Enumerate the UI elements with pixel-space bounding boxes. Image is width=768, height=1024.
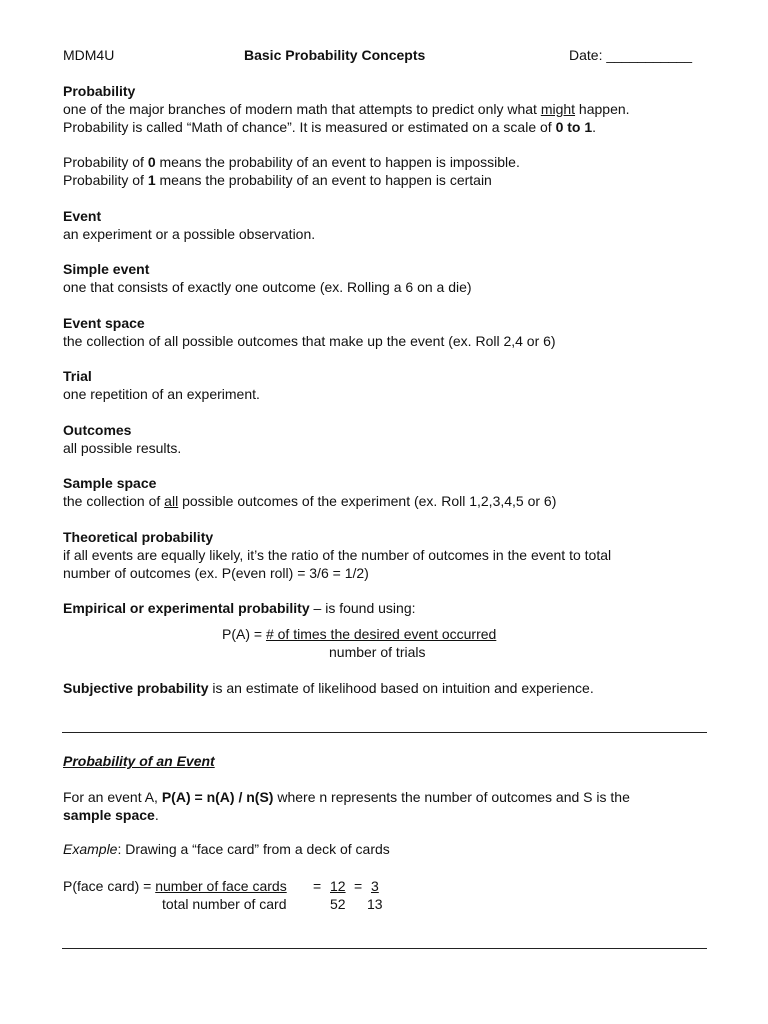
probability-heading: Probability <box>63 83 136 99</box>
face-card-denominator: total number of card <box>162 896 287 912</box>
event-space-heading: Event space <box>63 315 145 331</box>
theoretical-definition-line2: number of outcomes (ex. P(even roll) = 3/6 = 1/2) <box>63 565 369 581</box>
probability-zero-line: Probability of 0 means the probability of an event to happen is impossible. <box>63 154 520 170</box>
probability-definition-line2: Probability is called “Math of chance”. It is measured or estimated on a scale of 0 to 1. <box>63 119 597 135</box>
fraction1-numerator: 12 <box>330 878 346 894</box>
section-divider-2 <box>62 948 707 949</box>
fraction2-numerator: 3 <box>371 878 379 894</box>
subjective-line: Subjective probability is an estimate of likelihood based on intuition and experience. <box>63 680 594 696</box>
event-definition: an experiment or a possible observation. <box>63 226 316 242</box>
course-code: MDM4U <box>63 47 115 63</box>
event-space-definition: the collection of all possible outcomes that make up the event (ex. Roll 2,4 or 6) <box>63 333 556 349</box>
document-title: Basic Probability Concepts <box>244 47 426 63</box>
probability-one-line: Probability of 1 means the probability of an event to happen is certain <box>63 172 492 188</box>
equals-sign-2: = <box>354 878 363 894</box>
probability-definition-line1: one of the major branches of modern math that attempts to predict only what might happen. <box>63 101 630 117</box>
fraction2-denominator: 13 <box>367 896 383 912</box>
empirical-formula-numerator-line: P(A) = # of times the desired event occurred <box>222 626 497 642</box>
section-divider-1 <box>62 732 707 733</box>
empirical-numerator: # of times the desired event occurred <box>265 626 497 642</box>
theoretical-heading: Theoretical probability <box>63 529 214 545</box>
face-card-formula: P(face card) = number of face cards <box>63 878 287 894</box>
empirical-line: Empirical or experimental probability – is found using: <box>63 600 416 616</box>
fraction1-denominator: 52 <box>330 896 346 912</box>
simple-event-definition: one that consists of exactly one outcome (ex. Rolling a 6 on a die) <box>63 279 472 295</box>
event-formula-line2: sample space. <box>63 807 159 823</box>
sample-space-heading: Sample space <box>63 475 157 491</box>
event-heading: Event <box>63 208 102 224</box>
sample-space-definition: the collection of all possible outcomes of the experiment (ex. Roll 1,2,3,4,5 or 6) <box>63 493 557 509</box>
outcomes-definition: all possible results. <box>63 440 182 456</box>
event-formula-line: For an event A, P(A) = n(A) / n(S) where n represents the number of outcomes and S is the <box>63 789 630 805</box>
example-line: Example: Drawing a “face card” from a deck of cards <box>63 841 390 857</box>
event-section-heading: Probability of an Event <box>63 753 215 769</box>
date-field: Date: ___________ <box>569 47 692 63</box>
trial-definition: one repetition of an experiment. <box>63 386 260 402</box>
simple-event-heading: Simple event <box>63 261 150 277</box>
trial-heading: Trial <box>63 368 92 384</box>
theoretical-definition-line1: if all events are equally likely, it’s the ratio of the number of outcomes in the event to total <box>63 547 612 563</box>
empirical-denominator: number of trials <box>329 644 426 660</box>
face-card-numerator: number of face cards <box>155 878 287 894</box>
equals-sign-1: = <box>313 878 322 894</box>
outcomes-heading: Outcomes <box>63 422 132 438</box>
